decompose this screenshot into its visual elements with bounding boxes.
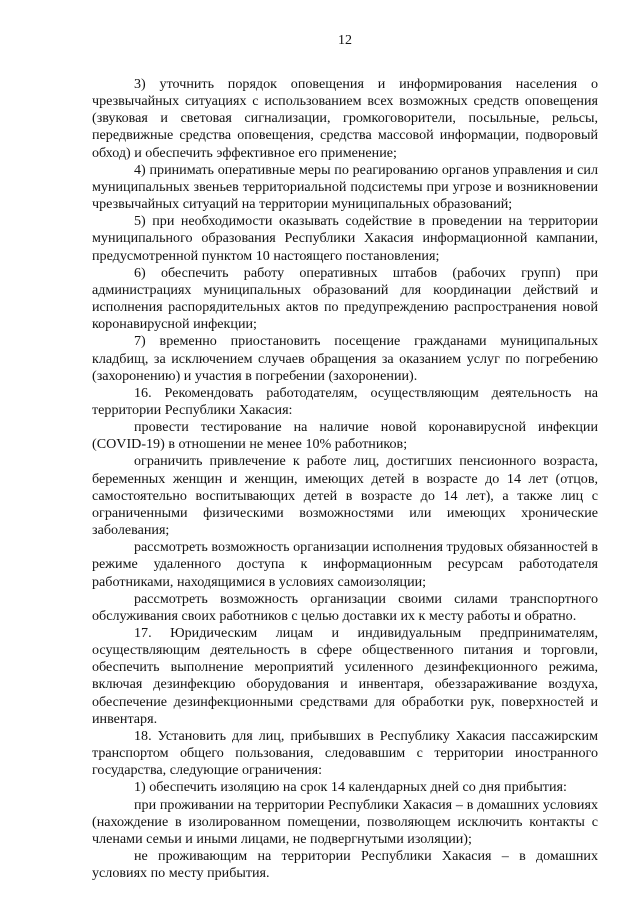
paragraph: при проживании на территории Республики Хакасия – в домашних условиях (нахождение в изолированном помещении, позволяющем исключить контакты с членами семьи и иными лицами, не подвергнутыми изоляции); [92, 796, 598, 847]
paragraph: 6) обеспечить работу оперативных штабов (рабочих групп) при администрациях муниципальных образований для координации действий и исполнения распорядительных актов по предупреждению распространения новой коронавирусной инфекции; [92, 264, 598, 333]
paragraph: 5) при необходимости оказывать содействие в проведении на территории муниципального образования Республики Хакасия информационной кампании, предусмотренной пунктом 10 настоящего постановления; [92, 213, 598, 264]
paragraph: 1) обеспечить изоляцию на срок 14 календарных дней со дня прибытия: [134, 779, 567, 796]
paragraph: 4) принимать оперативные меры по реагированию органов управления и сил муниципальных звеньев территориальной подсистемы при угрозе и возникновении чрезвычайных ситуаций на территории муниципальных образований; [92, 161, 598, 213]
paragraph: рассмотреть возможность организации исполнения трудовых обязанностей в режиме удаленного доступа к информационным ресурсам работодателя работниками, находящимися в условиях самоизоляции; [92, 539, 598, 590]
paragraph: не проживающим на территории Республики Хакасия – в домашних условиях по месту прибытия. [92, 848, 598, 882]
document-body [92, 76, 598, 882]
paragraph: 7) временно приостановить посещение гражданами муниципальных кладбищ, за исключением случаев обращения за оказанием услуг по погребению (захоронению) и участия в погребении (захоронении). [92, 333, 598, 384]
paragraph: 3) уточнить порядок оповещения и информирования населения о чрезвычайных ситуациях с использованием всех возможных средств оповещения (звуковая и световая сигнализации, громкоговорители, посыльные, рельсы, передвижные средства оповещения, средства массовой информации, подворовый обход) и обеспечить эффективное его применение; [92, 76, 598, 161]
paragraph: провести тестирование на наличие новой коронавирусной инфекции (COVID-19) в отношении не менее 10% работников; [92, 419, 598, 453]
page-number: 12 [338, 33, 352, 48]
paragraph: 16. Рекомендовать работодателям, осуществляющим деятельность на территории Республики Хакасия: [92, 384, 598, 418]
paragraph: рассмотреть возможность организации своими силами транспортного обслуживания своих работников с целью доставки их к месту работы и обратно. [92, 590, 598, 624]
paragraph: 18. Установить для лиц, прибывших в Республику Хакасия пассажирским транспортом общего пользования, следовавшим с территории иностранного государства, следующие ограничения: [92, 727, 598, 779]
paragraph: ограничить привлечение к работе лиц, достигших пенсионного возраста, беременных женщин и женщин, имеющих детей в возрасте до 14 лет (отцов, самостоятельно воспитывающих детей в возрасте до 14 лет), а также лиц с ограниченными физическими возможностями или имеющих хронические заболевания; [92, 453, 598, 539]
paragraph: 17. Юридическим лицам и индивидуальным предпринимателям, осуществляющим деятельность в сфере общественного питания и торговли, обеспечить выполнение мероприятий усиленного дезинфекционного режима, включая дезинфекцию оборудования и инвентаря, обеззараживание воздуха, обеспечение дезинфекционными средствами для обработки рук, поверхностей и инвентаря. [92, 625, 598, 727]
